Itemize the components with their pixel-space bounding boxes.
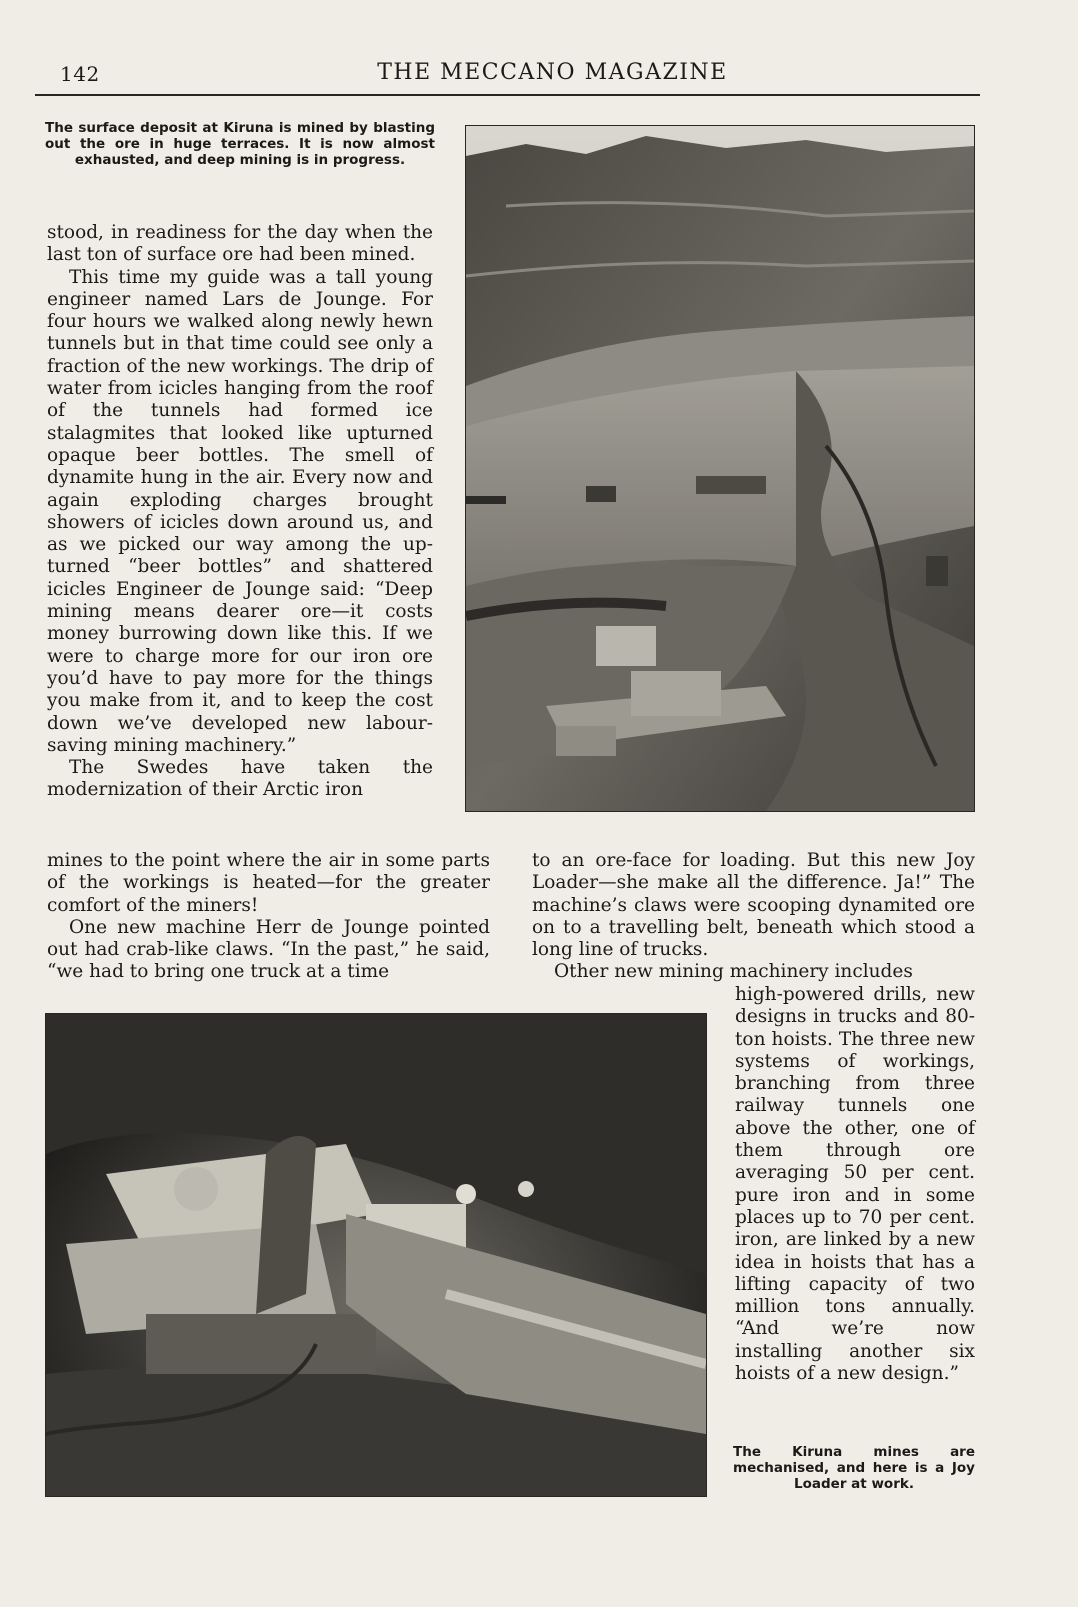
open-pit-mine-photo xyxy=(465,125,975,812)
photo-caption-bottom: The Kiruna mines are mechanised, and here is a Joy Loader at work. xyxy=(733,1444,975,1492)
article-column-right xyxy=(532,850,975,984)
joy-loader-photo xyxy=(45,1013,707,1497)
article-paragraph: high-powered drills, new designs in trucks and 80-ton hoists. The three new systems of workings, branching from three railway tunnels one above the other, one of them through ore averaging 50 per cent. pure iron and in some places up to 70 per cent. iron, are linked by a new idea in hoists that has a lifting capacity of two million tons annually. “And we’re now installing another six hoists of a new design.” xyxy=(735,984,975,1385)
page-number: 142 xyxy=(60,62,100,86)
header-rule xyxy=(35,94,980,96)
magazine-title: THE MECCANO MAGAZINE xyxy=(377,60,728,85)
article-column-left-lower xyxy=(47,850,490,984)
article-paragraph: One new machine Herr de Jounge pointed out had crab-like claws. “In the past,” he said, “we had to bring one truck at a time xyxy=(47,916,490,983)
page-header xyxy=(45,58,980,92)
photo-caption-top: The surface deposit at Kiruna is mined by blasting out the ore in huge terraces. It is now almost exhausted, and deep mining is in progress. xyxy=(45,120,435,168)
article-paragraph: mines to the point where the air in some parts of the workings is heated—for the greater comfort of the miners! xyxy=(47,850,490,916)
article-paragraph: This time my guide was a tall young engineer named Lars de Jounge. For four hours we walked along newly hewn tunnels but in that time could see only a fraction of the new workings. The drip of water from icicles hanging from the roof of the tunnels had formed ice stalagmites that looked like upturned opaque beer bottles. The smell of dynamite hung in the air. Every now and again exploding charges brought showers of icicles down around us, and as we picked our way among the up-turned “beer bottles” and shattered icicles Engineer de Jounge said: “Deep mining means dearer ore—it costs money burrowing down like this. If we were to charge more for our iron ore you’d have to pay more for the things you make from it, and to keep the cost down we’ve developed new labour-saving mining machinery.” xyxy=(47,266,433,756)
article-paragraph: to an ore-face for loading. But this new Joy Loader—she make all the difference. Ja!” The machine’s claws were scooping dynamited ore on to a travelling belt, beneath which stood a long line of trucks. xyxy=(532,850,975,961)
article-paragraph: Other new mining machinery includes xyxy=(554,961,913,983)
article-column-left-upper xyxy=(47,222,433,802)
article-paragraph: The Swedes have taken the modernization of their Arctic iron xyxy=(47,757,433,801)
article-paragraph: stood, in readiness for the day when the last ton of surface ore had been mined. xyxy=(47,222,433,266)
article-column-narrow xyxy=(735,984,975,1385)
